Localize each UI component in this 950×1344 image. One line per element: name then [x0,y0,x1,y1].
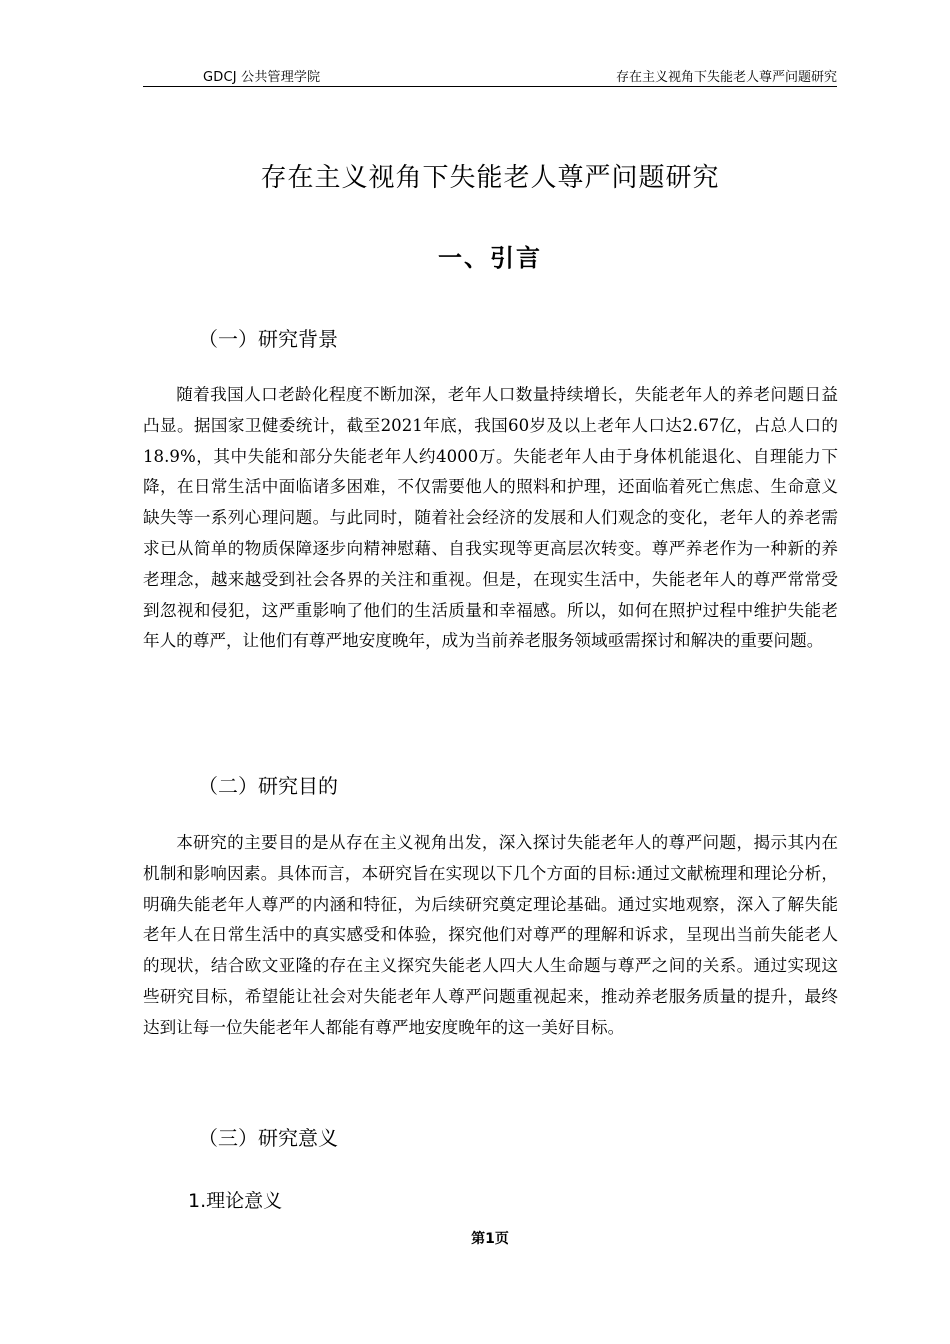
subsection-heading-background: （一）研究背景 [198,327,338,351]
subsection-heading-purpose: （二）研究目的 [198,774,338,798]
header-divider [143,86,837,87]
section-heading-introduction: 一、引言 [438,244,542,272]
paragraph-background: 随着我国人口老龄化程度不断加深，老年人口数量持续增长，失能老年人的养老问题日益凸显。据国家卫健委统计，截至2021年底，我国60岁及以上老年人口达2.67亿，占总人口的18.9%，其中失能和部分失能老年人约4000万。失能老年人由于身体机能退化、自理能力下降，在日常生活中面临诸多困难，不仅需要他人的照料和护理，还面临着死亡焦虑、生命意义缺失等一系列心理问题。与此同时，随着社会经济的发展和人们观念的变化，老年人的养老需求已从简单的物质保障逐步向精神慰藉、自我实现等更高层次转变。尊严养老作为一种新的养老理念，越来越受到社会各界的关注和重视。但是，在现实生活中，失能老年人的尊严常常受到忽视和侵犯，这严重影响了他们的生活质量和幸福感。所以，如何在照护过程中维护失能老年人的尊严，让他们有尊严地安度晚年，成为当前养老服务领域亟需探讨和解决的重要问题。 [143,385,838,651]
document-title: 存在主义视角下失能老人尊严问题研究 [260,163,720,193]
subsubsection-heading-theoretical: 1.理论意义 [188,1190,283,1212]
header-paper-title: 存在主义视角下失能老人尊严问题研究 [615,70,837,85]
header-institution: GDCJ 公共管理学院 [203,70,321,85]
subsection-heading-significance: （三）研究意义 [198,1126,338,1150]
page-number: 第1页 [471,1231,509,1247]
paragraph-purpose: 本研究的主要目的是从存在主义视角出发，深入探讨失能老年人的尊严问题，揭示其内在机制和影响因素。具体而言，本研究旨在实现以下几个方面的目标:通过文献梳理和理论分析，明确失能老年人尊严的内涵和特征，为后续研究奠定理论基础。通过实地观察，深入了解失能老年人在日常生活中的真实感受和体验，探究他们对尊严的理解和诉求，呈现出当前失能老人的现状，结合欧文亚隆的存在主义探究失能老人四大人生命题与尊严之间的关系。通过实现这些研究目标，希望能让社会对失能老年人尊严问题重视起来，推动养老服务质量的提升，最终达到让每一位失能老年人都能有尊严地安度晚年的这一美好目标。 [143,833,838,1037]
